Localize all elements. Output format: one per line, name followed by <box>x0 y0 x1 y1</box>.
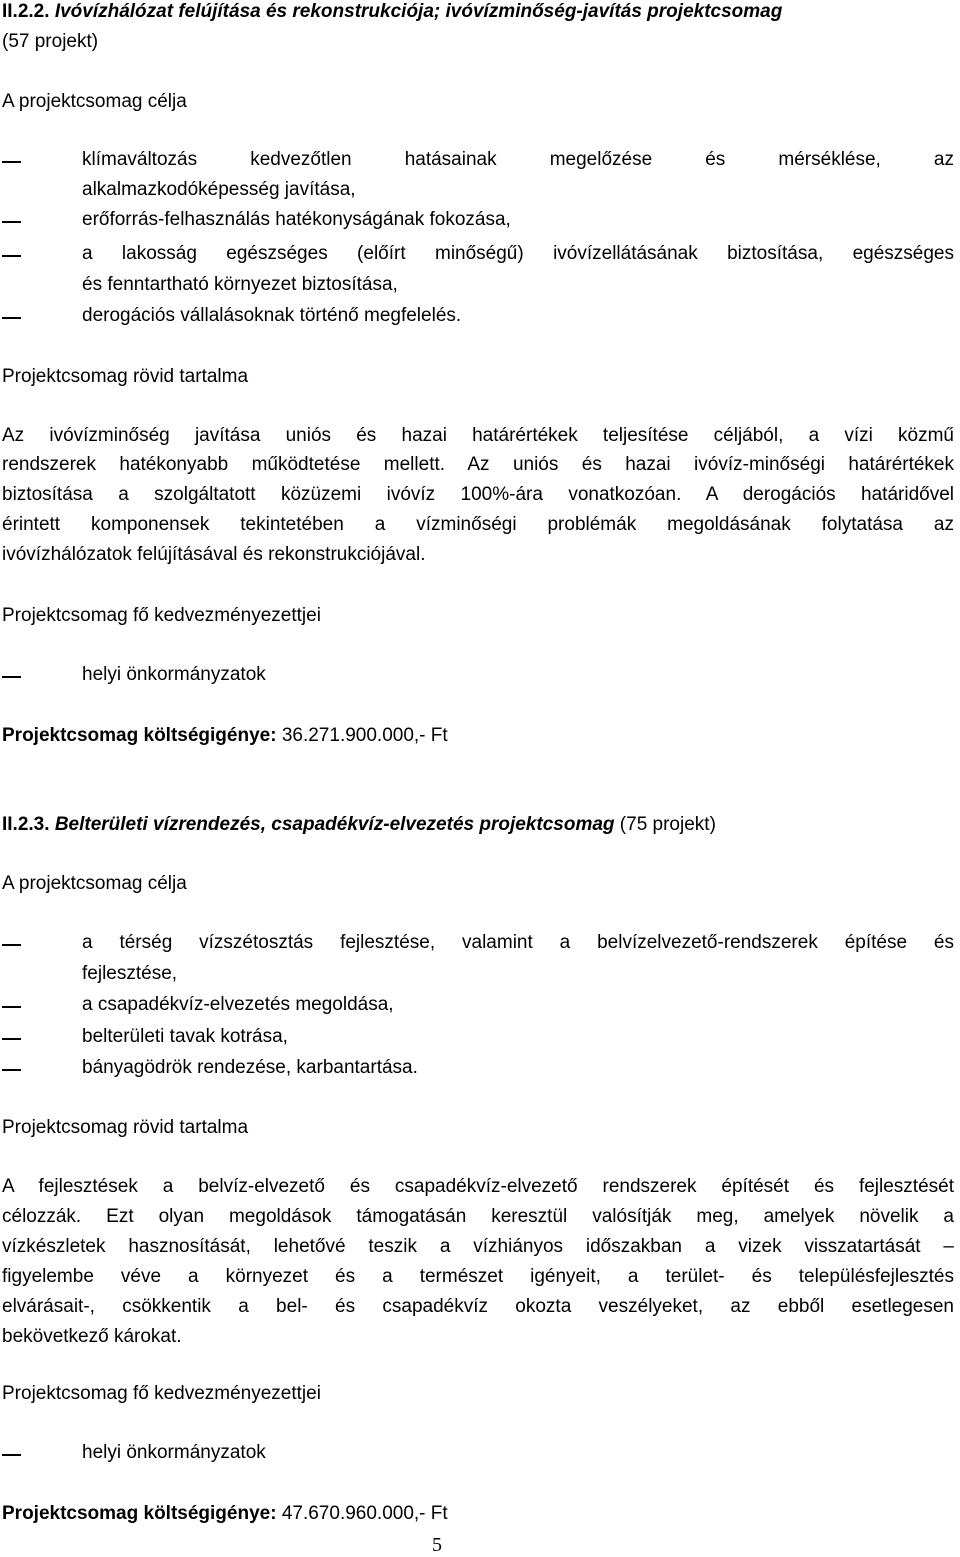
goal-title: A projektcsomag célja <box>2 91 187 112</box>
paragraph-line: rendszerek hatékonyabb működtetése mellett. Az uniós és hazai ivóvíz-minőségi határértékek <box>2 454 954 475</box>
list-item-text: bányagödrök rendezése, karbantartása. <box>82 1057 418 1078</box>
cost-line <box>2 724 954 748</box>
list-item-continuation: fejlesztése, <box>82 963 178 984</box>
list-item-text: erőforrás-felhasználás hatékonyságának fokozása, <box>82 209 511 230</box>
page-number: 5 <box>432 1534 442 1556</box>
paragraph-line: vízkészletek hasznosítását, lehetővé teszik a vízhiányos időszakban a vizek visszatartását – <box>2 1236 954 1257</box>
summary-title: Projektcsomag rövid tartalma <box>2 366 249 387</box>
beneficiaries-title: Projektcsomag fő kedvezményezettjei <box>2 1383 321 1404</box>
cost-label: Projektcsomag költségigénye: <box>2 1503 277 1524</box>
goal-title: A projektcsomag célja <box>2 873 187 894</box>
list-item-text: helyi önkormányzatok <box>82 664 266 685</box>
list-item-text: helyi önkormányzatok <box>82 1442 266 1463</box>
section-heading <box>2 0 954 24</box>
list-item-text: a lakosság egészséges (előírt minőségű) ivóvízellátásának biztosítása, egészséges <box>82 243 954 264</box>
cost-value: 47.670.960.000,- Ft <box>281 1503 448 1524</box>
list-item-continuation: alkalmazkodóképesség javítása, <box>82 179 356 200</box>
cost-line <box>2 1502 954 1526</box>
paragraph-line: ivóvízhálózatok felújításával és rekonstrukciójával. <box>2 544 426 565</box>
paragraph-line: érintett komponensek tekintetében a vízminőségi problémák megoldásának folytatása az <box>2 514 954 535</box>
paragraph-line: elvárásait-, csökkentik a bel- és csapadékvíz okozta veszélyeket, az ebből esetlegesen <box>2 1296 954 1317</box>
section-title: Belterületi vízrendezés, csapadékvíz-elvezetés projektcsomag <box>54 814 615 835</box>
paragraph-line: figyelembe véve a környezet és a természet igényeit, a terület- és településfejlesztés <box>2 1266 954 1287</box>
section-count: (57 projekt) <box>2 31 99 52</box>
section-count: (75 projekt) <box>619 814 716 835</box>
list-item-text: a csapadékvíz-elvezetés megoldása, <box>82 994 394 1015</box>
paragraph-line: célozzák. Ezt olyan megoldások támogatásán keresztül valósítják meg, amelyek növelik a <box>2 1206 954 1227</box>
cost-label: Projektcsomag költségigénye: <box>2 725 277 746</box>
list-item-text: derogációs vállalásoknak történő megfelelés. <box>82 305 462 326</box>
section-title: Ivóvízhálózat felújítása és rekonstrukciója; ivóvízminőség-javítás projektcsomag <box>54 1 783 22</box>
section-heading <box>2 813 954 837</box>
paragraph-line: biztosítása a szolgáltatott közüzemi ivóvíz 100%-ára vonatkozóan. A derogációs határidővel <box>2 484 954 505</box>
section-number: II.2.3. <box>2 814 50 835</box>
paragraph-line: A fejlesztések a belvíz-elvezető és csapadékvíz-elvezető rendszerek építését és fejlesztését <box>2 1176 954 1197</box>
list-item-text: belterületi tavak kotrása, <box>82 1026 288 1047</box>
list-item-text: a térség vízszétosztás fejlesztése, valamint a belvízelvezető-rendszerek építése és <box>82 932 954 953</box>
paragraph-line: bekövetkező károkat. <box>2 1326 182 1347</box>
cost-value: 36.271.900.000,- Ft <box>281 725 448 746</box>
section-number: II.2.2. <box>2 1 50 22</box>
list-item-text: klímaváltozás kedvezőtlen hatásainak megelőzése és mérséklése, az <box>82 149 954 170</box>
paragraph-line: Az ivóvízminőség javítása uniós és hazai határértékek teljesítése céljából, a vízi közmű <box>2 425 954 446</box>
summary-title: Projektcsomag rövid tartalma <box>2 1117 249 1138</box>
list-item-continuation: és fenntartható környezet biztosítása, <box>82 274 398 295</box>
beneficiaries-title: Projektcsomag fő kedvezményezettjei <box>2 605 321 626</box>
